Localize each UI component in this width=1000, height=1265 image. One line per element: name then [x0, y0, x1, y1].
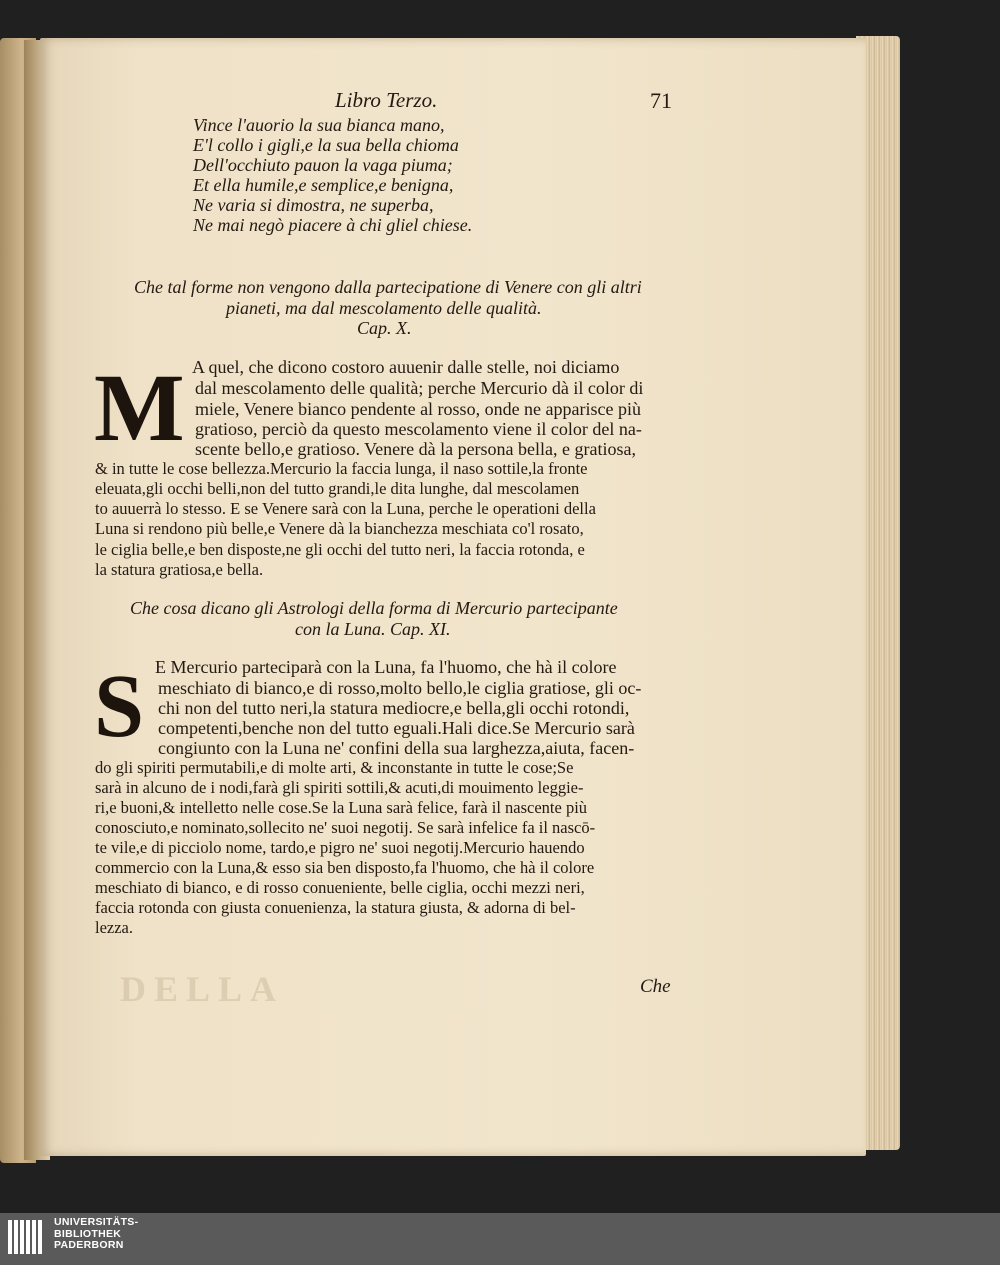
drop-cap: S: [94, 657, 145, 756]
text-line: congiunto con la Luna ne' confini della sua larghezza,aiuta, facen-: [158, 738, 635, 758]
library-name: [54, 1217, 138, 1252]
text-line: la statura gratiosa,e bella.: [95, 560, 264, 579]
page-number: 71: [650, 88, 672, 113]
text-line: eleuata,gli occhi belli,non del tutto grandi,le dita lunghe, dal mescolamen: [95, 479, 580, 498]
text-line: do gli spiriti permutabili,e di molte arti, & inconstante in tutte le cose;Se: [95, 758, 574, 777]
verse-line: Dell'occhiuto pauon la vaga piuma;: [193, 155, 453, 175]
verse-line: Et ella humile,e semplice,e benigna,: [193, 175, 454, 195]
chapter-heading: con la Luna. Cap. XI.: [295, 619, 451, 639]
text-line: A quel, che dicono costoro auuenir dalle stelle, noi diciamo: [192, 357, 620, 377]
verse-line: E'l collo i gigli,e la sua bella chioma: [193, 135, 459, 155]
library-name-line: BIBLIOTHEK: [54, 1227, 122, 1240]
verse-line: Ne varia si dimostra, ne superba,: [193, 195, 434, 215]
library-name-line: PADERBORN: [54, 1239, 124, 1251]
text-line: dal mescolamento delle qualità; perche Mercurio dà il color di: [195, 378, 644, 398]
text-line: gratioso, perciò da questo mescolamento viene il color del na-: [195, 419, 642, 439]
text-line: conosciuto,e nominato,sollecito ne' suoi negotij. Se sarà infelice fa il nascō-: [95, 818, 596, 837]
running-head: Libro Terzo.: [335, 88, 438, 112]
catchword: Che: [640, 976, 671, 997]
text-line: to auuerrà lo stesso. E se Venere sarà con la Luna, perche le operationi della: [95, 499, 596, 518]
text-line: & in tutte le cose bellezza.Mercurio la faccia lunga, il naso sottile,la fronte: [95, 459, 588, 478]
library-logo-icon: [8, 1218, 46, 1258]
verse-line: Ne mai negò piacere à chi gliel chiese.: [193, 215, 473, 235]
text-line: chi non del tutto neri,la statura mediocre,e bella,gli occhi rotondi,: [158, 698, 630, 718]
text-line: ri,e buoni,& intelletto nelle cose.Se la Luna sarà felice, farà il nascente più: [95, 798, 588, 817]
text-line: sarà in alcuno de i nodi,farà gli spiriti sottili,& acuti,di mouimento leggie-: [95, 778, 584, 797]
chapter-heading: pianeti, ma dal mescolamento delle qualità.: [226, 298, 542, 318]
library-footer-bar: [0, 1213, 1000, 1265]
verse-line: Vince l'auorio la sua bianca mano,: [193, 115, 445, 135]
text-line: meschiato di bianco,e di rosso,molto bello,le ciglia gratiose, gli oc-: [158, 678, 642, 698]
drop-cap: M: [94, 354, 185, 461]
text-line: E Mercurio parteciparà con la Luna, fa l'huomo, che hà il colore: [155, 657, 617, 677]
text-line: meschiato di bianco, e di rosso conueniente, belle ciglia, occhi mezzi neri,: [95, 878, 585, 897]
text-line: Luna si rendono più belle,e Venere dà la bianchezza meschiata co'l rosato,: [95, 519, 584, 538]
text-line: faccia rotonda con giusta conuenienza, la statura giusta, & adorna di bel-: [95, 898, 576, 917]
text-line: commercio con la Luna,& esso sia ben disposto,fa l'huomo, che hà il colore: [95, 858, 595, 877]
library-name-line: UNIVERSITÄTS-: [54, 1216, 139, 1228]
text-line: miele, Venere bianco pendente al rosso, onde ne apparisce più: [195, 399, 642, 419]
text-line: lezza.: [95, 918, 134, 937]
text-line: le ciglia belle,e ben disposte,ne gli occhi del tutto neri, la faccia rotonda, e: [95, 540, 585, 559]
chapter-number: Cap. X.: [357, 318, 412, 338]
text-line: scente bello,e gratioso. Venere dà la persona bella, e gratiosa,: [195, 439, 636, 459]
text-line: competenti,benche non del tutto eguali.Hali dice.Se Mercurio sarà: [158, 718, 635, 738]
text-line: te vile,e di picciolo nome, tardo,e pigro ne' suoi negotij.Mercurio hauendo: [95, 838, 585, 857]
chapter-heading: Che cosa dicano gli Astrologi della forma di Mercurio partecipante: [130, 598, 618, 618]
show-through-text: DELLA: [120, 969, 285, 1009]
chapter-heading: Che tal forme non vengono dalla partecipatione di Venere con gli altri: [134, 277, 642, 297]
